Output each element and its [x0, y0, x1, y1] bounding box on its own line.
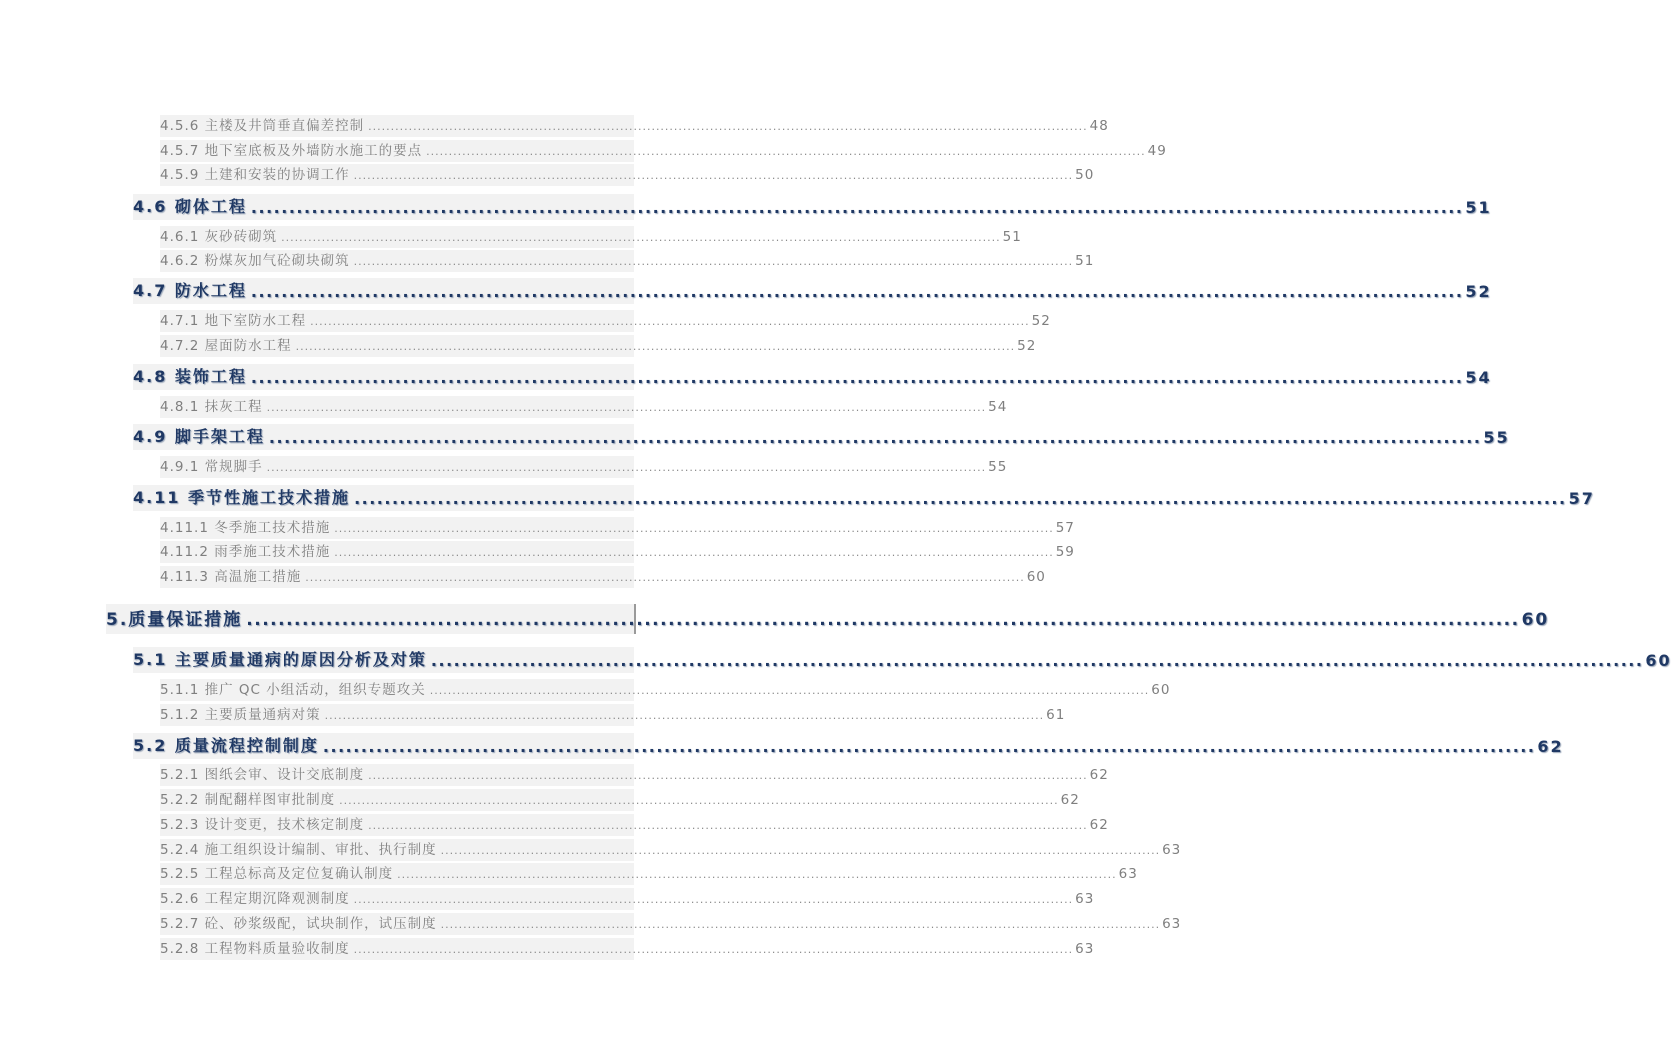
toc-entry-label: 5.2.3 设计变更，技术核定制度: [160, 817, 365, 833]
toc-entry[interactable]: [160, 310, 1051, 332]
toc-entry-page: 49: [1147, 143, 1167, 159]
toc-entry-label: 5.2.5 工程总标高及定位复确认制度: [160, 866, 394, 882]
toc-entry-page: 51: [1465, 198, 1492, 217]
dot-leader: ................................................................................................................................................................: [266, 401, 987, 414]
toc-entry-label: 5.2.2 制配翻样图审批制度: [160, 792, 336, 808]
toc-entry-page: 54: [988, 399, 1008, 415]
toc-entry[interactable]: [160, 704, 1066, 726]
toc-entry[interactable]: [160, 541, 1075, 563]
toc-entry-page: 62: [1537, 737, 1564, 756]
dot-leader: ................................................................................................................................................................: [295, 340, 1016, 353]
toc-entry[interactable]: [160, 226, 1022, 248]
toc-section-entry[interactable]: [133, 364, 1492, 390]
toc-entry-page: 60: [1521, 610, 1550, 630]
toc-entry-label: 4.5.6 主楼及井筒垂直偏差控制: [160, 118, 365, 134]
toc-entry[interactable]: [160, 115, 1109, 137]
toc-entry-label: 5.质量保证措施: [106, 610, 243, 630]
dot-leader: ................................................................................................................................................................: [353, 893, 1074, 906]
dot-leader: ................................................................................................................................................................: [334, 522, 1054, 535]
toc-entry[interactable]: [160, 814, 1109, 836]
toc-entry-page: 63: [1162, 916, 1182, 932]
toc-entry-label: 4.8.1 抹灰工程: [160, 399, 263, 415]
toc-entry-page: 60: [1645, 651, 1672, 670]
dot-leader: ................................................................................................................................................................: [440, 844, 1161, 857]
toc-entry-label: 4.8 装饰工程: [133, 367, 247, 386]
toc-chapter-entry[interactable]: [106, 604, 1550, 634]
toc-entry-label: 4.5.7 地下室底板及外墙防水施工的要点: [160, 143, 423, 159]
dot-leader: ................................................................................................................................................................: [310, 315, 1030, 328]
toc-section-entry[interactable]: [133, 194, 1492, 220]
toc-entry[interactable]: [160, 250, 1095, 272]
dot-leader: ................................................................................................................................................................: [250, 198, 1464, 217]
toc-entry-page: 51: [1002, 229, 1022, 245]
toc-entry-label: 4.7.1 地下室防水工程: [160, 313, 307, 329]
toc-section-entry[interactable]: [133, 278, 1492, 304]
toc-entry-page: 63: [1075, 891, 1095, 907]
toc-entry[interactable]: [160, 396, 1008, 418]
dot-leader: ................................................................................................................................................................: [430, 651, 1644, 670]
toc-entry-label: 4.6.2 粉煤灰加气砼砌块砌筑: [160, 253, 350, 269]
dot-leader: ................................................................................................................................................................: [368, 120, 1088, 133]
toc-entry-label: 4.7 防水工程: [133, 281, 247, 300]
toc-entry-page: 52: [1465, 282, 1492, 301]
toc-entry-label: 5.2.7 砼、砂浆级配，试块制作，试压制度: [160, 916, 437, 932]
toc-section-entry[interactable]: [133, 424, 1510, 450]
toc-entry-label: 5.2.1 图纸会审、设计交底制度: [160, 767, 365, 783]
toc-entry[interactable]: [160, 888, 1095, 910]
dot-leader: ................................................................................................................................................................: [250, 282, 1464, 301]
dot-leader: ................................................................................................................................................................: [281, 231, 1001, 244]
toc-entry-page: 51: [1075, 253, 1095, 269]
toc-entry[interactable]: [160, 679, 1171, 701]
toc-entry-page: 63: [1075, 941, 1095, 957]
dot-leader: ................................................................................................................................................................: [324, 709, 1045, 722]
toc-entry[interactable]: [160, 140, 1167, 162]
toc-entry-label: 4.5.9 土建和安装的协调工作: [160, 167, 350, 183]
toc-entry-label: 4.7.2 屋面防水工程: [160, 338, 292, 354]
toc-entry[interactable]: [160, 566, 1046, 588]
toc-section-entry[interactable]: [133, 485, 1595, 511]
toc-entry-label: 4.11 季节性施工技术措施: [133, 488, 351, 507]
dot-leader: ................................................................................................................................................................: [268, 428, 1482, 447]
dot-leader: ................................................................................................................................................................: [426, 145, 1146, 158]
dot-leader: ................................................................................................................................................................: [368, 819, 1088, 832]
toc-entry-page: 62: [1089, 817, 1109, 833]
toc-entry-page: 61: [1046, 707, 1066, 723]
toc-entry-page: 52: [1031, 313, 1051, 329]
toc-entry-page: 48: [1089, 118, 1109, 134]
toc-entry-label: 4.9 脚手架工程: [133, 427, 265, 446]
toc-entry[interactable]: [160, 789, 1080, 811]
dot-leader: ................................................................................................................................................................: [353, 255, 1074, 268]
dot-leader: ................................................................................................................................................................: [334, 546, 1054, 559]
toc-entry-page: 60: [1026, 569, 1046, 585]
toc-entry-label: 5.1.1 推广 QC 小组活动，组织专题攻关: [160, 682, 426, 698]
toc-entry-label: 5.2.4 施工组织设计编制、审批、执行制度: [160, 842, 437, 858]
toc-entry-label: 5.2.8 工程物料质量验收制度: [160, 941, 350, 957]
toc-entry-page: 59: [1055, 544, 1075, 560]
toc-entry[interactable]: [160, 764, 1109, 786]
toc-section-entry[interactable]: [133, 647, 1672, 673]
dot-leader: ................................................................................................................................................................: [305, 571, 1025, 584]
toc-entry-label: 4.9.1 常规脚手: [160, 459, 263, 475]
toc-entry-page: 63: [1118, 866, 1138, 882]
dot-leader: ................................................................................................................................................................: [339, 794, 1059, 807]
toc-entry[interactable]: [160, 863, 1138, 885]
toc-entry-label: 4.11.2 雨季施工技术措施: [160, 544, 331, 560]
toc-entry[interactable]: [160, 839, 1182, 861]
toc-entry-label: 5.2.6 工程定期沉降观测制度: [160, 891, 350, 907]
toc-entry-page: 55: [988, 459, 1008, 475]
toc-entry-label: 4.11.3 高温施工措施: [160, 569, 302, 585]
toc-entry[interactable]: [160, 456, 1008, 478]
toc-entry-page: 50: [1075, 167, 1095, 183]
toc-entry-label: 4.11.1 冬季施工技术措施: [160, 520, 331, 536]
toc-entry-page: 63: [1162, 842, 1182, 858]
toc-entry[interactable]: [160, 335, 1037, 357]
dot-leader: ................................................................................................................................................................: [246, 610, 1520, 630]
toc-entry[interactable]: [160, 913, 1182, 935]
toc-entry[interactable]: [160, 517, 1075, 539]
toc-entry-page: 55: [1483, 428, 1510, 447]
toc-entry-page: 52: [1017, 338, 1037, 354]
dot-leader: ................................................................................................................................................................: [429, 684, 1150, 697]
toc-entry-page: 54: [1465, 368, 1492, 387]
dot-leader: ................................................................................................................................................................: [368, 769, 1088, 782]
dot-leader: ................................................................................................................................................................: [250, 368, 1464, 387]
dot-leader: ................................................................................................................................................................: [322, 737, 1536, 756]
toc-entry-page: 57: [1055, 520, 1075, 536]
toc-entry-page: 62: [1060, 792, 1080, 808]
dot-leader: ................................................................................................................................................................: [440, 918, 1161, 931]
toc-entry[interactable]: [160, 938, 1095, 960]
toc-entry-label: 5.1 主要质量通病的原因分析及对策: [133, 650, 427, 669]
dot-leader: ................................................................................................................................................................: [353, 943, 1074, 956]
toc-entry-page: 62: [1089, 767, 1109, 783]
toc-entry-label: 4.6.1 灰砂砖砌筑: [160, 229, 278, 245]
dot-leader: ................................................................................................................................................................: [354, 489, 1567, 508]
toc-entry[interactable]: [160, 164, 1095, 186]
toc-entry-page: 57: [1568, 489, 1595, 508]
dot-leader: ................................................................................................................................................................: [353, 169, 1074, 182]
toc-entry-label: 4.6 砌体工程: [133, 197, 247, 216]
toc-entry-page: 60: [1151, 682, 1171, 698]
dot-leader: ................................................................................................................................................................: [266, 461, 987, 474]
toc-section-entry[interactable]: [133, 733, 1564, 759]
toc-entry-label: 5.1.2 主要质量通病对策: [160, 707, 321, 723]
toc-entry-label: 5.2 质量流程控制制度: [133, 736, 319, 755]
dot-leader: ................................................................................................................................................................: [397, 868, 1117, 881]
